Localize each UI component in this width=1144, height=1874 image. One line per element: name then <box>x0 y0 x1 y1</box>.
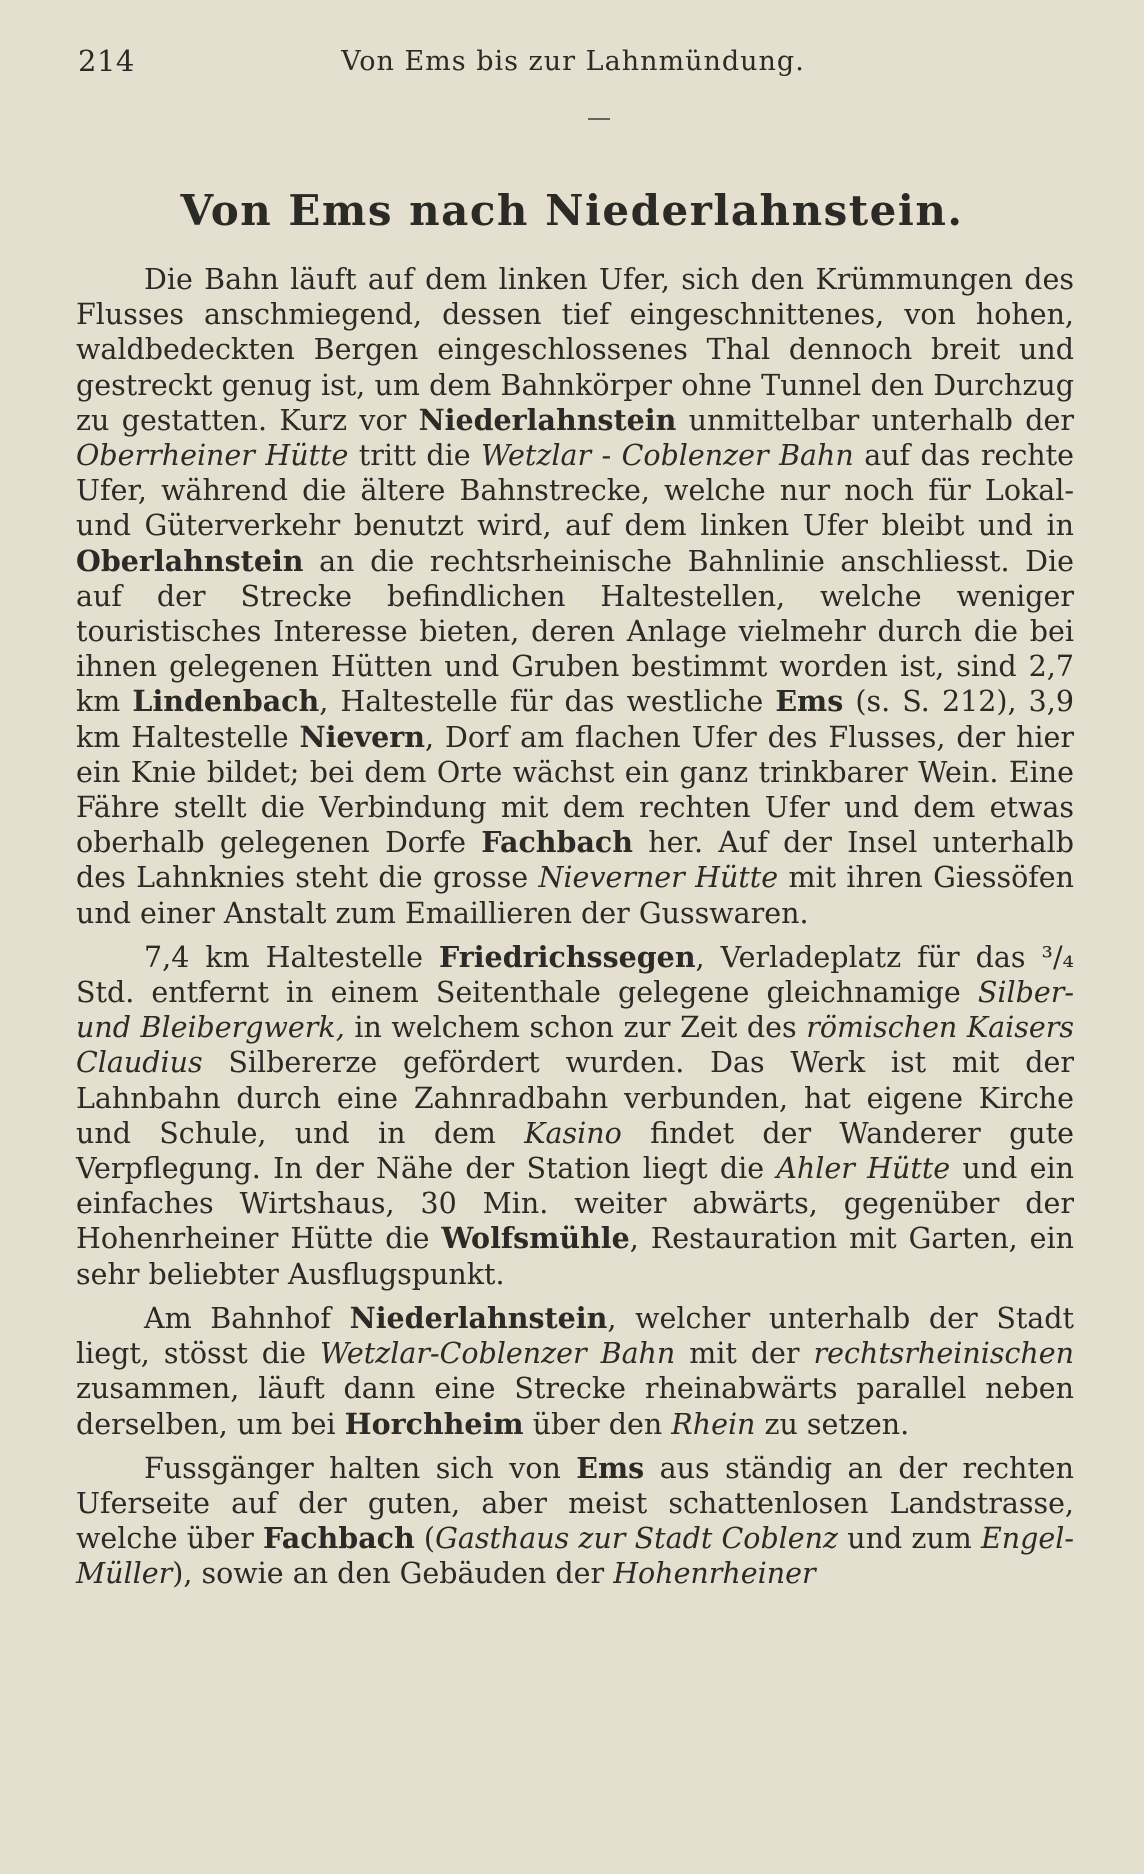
text-run: 7,4 km Haltestelle <box>144 940 439 974</box>
emphasis: rechtsrheinischen <box>813 1337 1075 1371</box>
place-name: Wolfsmühle <box>441 1221 630 1256</box>
paragraph-friedrichssegen <box>76 940 1074 1292</box>
text-run: und ein einfaches Wirtshaus, 30 Min. weiter abwärts, gegenüber der Hohenrheiner Hütte die <box>76 1152 1074 1256</box>
place-name: Friedrichssegen <box>438 939 696 974</box>
emphasis: Rhein <box>671 1407 756 1441</box>
text-run: ( <box>414 1522 436 1556</box>
text-run: mit ihren Giessöfen und einer Anstalt zum Emaillieren der Gusswaren. <box>76 861 1074 930</box>
chapter-title: Von Ems nach Niederlahnstein. <box>180 186 964 235</box>
emphasis: Engel-Müller <box>76 1522 1075 1591</box>
text-run: auf das rechte Ufer, während die ältere Bahnstrecke, welche nur noch für Lokal- und Güterverkehr benutzt wird, auf dem linken Ufer bleibt und in <box>76 439 1074 543</box>
text-run: und zum <box>838 1522 981 1556</box>
running-head <box>78 44 1068 84</box>
place-name: Fachbach <box>481 825 633 860</box>
emphasis: Ahler Hütte <box>776 1152 951 1186</box>
text-run: zu setzen. <box>755 1407 910 1441</box>
place-name: Niederlahnstein <box>418 402 677 437</box>
running-title: Von Ems bis zur Lahnmündung. <box>341 46 805 77</box>
text-run: Am Bahnhof <box>144 1301 350 1335</box>
paragraph-fussgaenger <box>76 1451 1074 1592</box>
text-run: tritt die <box>348 439 482 473</box>
place-name: Nievern <box>299 719 425 754</box>
text-run: , welcher unterhalb der Stadt liegt, stösst die <box>76 1301 1074 1371</box>
emphasis: Gasthaus zur Stadt Coblenz <box>435 1522 839 1556</box>
text-run: an die rechtsrheinische Bahnlinie anschliesst. Die auf der Strecke befindlichen Haltestellen, welche weniger touristisches Interesse bieten, deren Anlage vielmehr durch die bei ihnen gelegenen Hütten und Gruben bestimmt worden ist, sind 2,7 km <box>76 544 1074 719</box>
text-run: in welchem schon zur Zeit des <box>344 1011 807 1045</box>
emphasis: Wetzlar-Coblenzer Bahn <box>319 1337 676 1371</box>
text-run: ), sowie an den Gebäuden der <box>172 1557 614 1591</box>
text-run: Fussgänger halten sich von <box>144 1451 577 1485</box>
emphasis: Kasino <box>524 1116 622 1150</box>
text-run: Silbererze gefördert wurden. Das Werk ist mit der Lahnbahn durch eine Zahnradbahn verbunden, hat eigene Kirche und Schule, und in dem <box>76 1046 1074 1150</box>
place-name: Lindenbach <box>132 684 320 719</box>
place-name: Fachbach <box>263 1521 415 1556</box>
paragraph-niederlahnstein <box>76 1301 1074 1442</box>
page-number: 214 <box>78 44 135 78</box>
divider-ornament <box>588 118 610 120</box>
text-run: her. Auf der Insel unterhalb des Lahnknies steht die grosse <box>76 826 1074 895</box>
text-run: unmittelbar unterhalb der <box>676 403 1074 437</box>
emphasis: Nieverner Hütte <box>538 861 779 895</box>
emphasis: Wetzlar - Coblenzer Bahn <box>481 439 854 473</box>
emphasis: Hohenrheiner <box>613 1557 816 1591</box>
text-run: , Dorf am flachen Ufer des Flusses, der hier ein Knie bildet; bei dem Orte wächst ein ganz trinkbarer Wein. Eine Fähre stellt die Verbindung mit dem rechten Ufer und dem etwas oberhalb gelegenen Dorfe <box>76 720 1075 860</box>
place-name: Niederlahnstein <box>349 1300 608 1335</box>
text-run: mit der <box>675 1337 814 1371</box>
text-run: über den <box>523 1407 672 1441</box>
text-run: Die Bahn läuft auf dem linken Ufer, sich den Krümmungen des Flusses anschmiegend, dessen tief eingeschnittenes, von hohen, waldbedeckten Bergen eingeschlossenes Thal dennoch breit und gestreckt genug ist, um dem Bahnkörper ohne Tunnel den Durchzug zu gestatten. Kurz vor <box>76 263 1074 437</box>
text-run: zusammen, läuft dann eine Strecke rheinabwärts parallel neben derselben, um bei <box>76 1372 1074 1441</box>
text-run: findet der Wanderer gute Verpflegung. In der Nähe der Station liegt die <box>76 1116 1074 1186</box>
emphasis: römischen Kaisers Claudius <box>76 1011 1074 1080</box>
text-run: , Haltestelle für das westliche <box>319 685 776 719</box>
emphasis: Oberrheiner Hütte <box>76 439 349 473</box>
body-text <box>76 262 1074 1601</box>
place-name: Ems <box>576 1450 645 1485</box>
text-run: (s. S. 212), 3,9 km Haltestelle <box>76 685 1074 754</box>
place-name: Ems <box>775 684 844 719</box>
emphasis: Silber- und Bleibergwerk, <box>76 976 1074 1045</box>
text-run: aus ständig an der rechten Uferseite auf der guten, aber meist schattenlosen Landstrasse, welche über <box>76 1451 1074 1556</box>
text-run: , Verladeplatz für das ³/₄ Std. entfernt in einem Seitenthale gelegene gleichnamige <box>76 940 1074 1010</box>
place-name: Horchheim <box>344 1406 524 1441</box>
place-name: Oberlahnstein <box>76 543 304 578</box>
paragraph-bahn <box>76 262 1074 931</box>
text-run: , Restauration mit Garten, ein sehr beliebter Ausflugspunkt. <box>76 1222 1075 1291</box>
